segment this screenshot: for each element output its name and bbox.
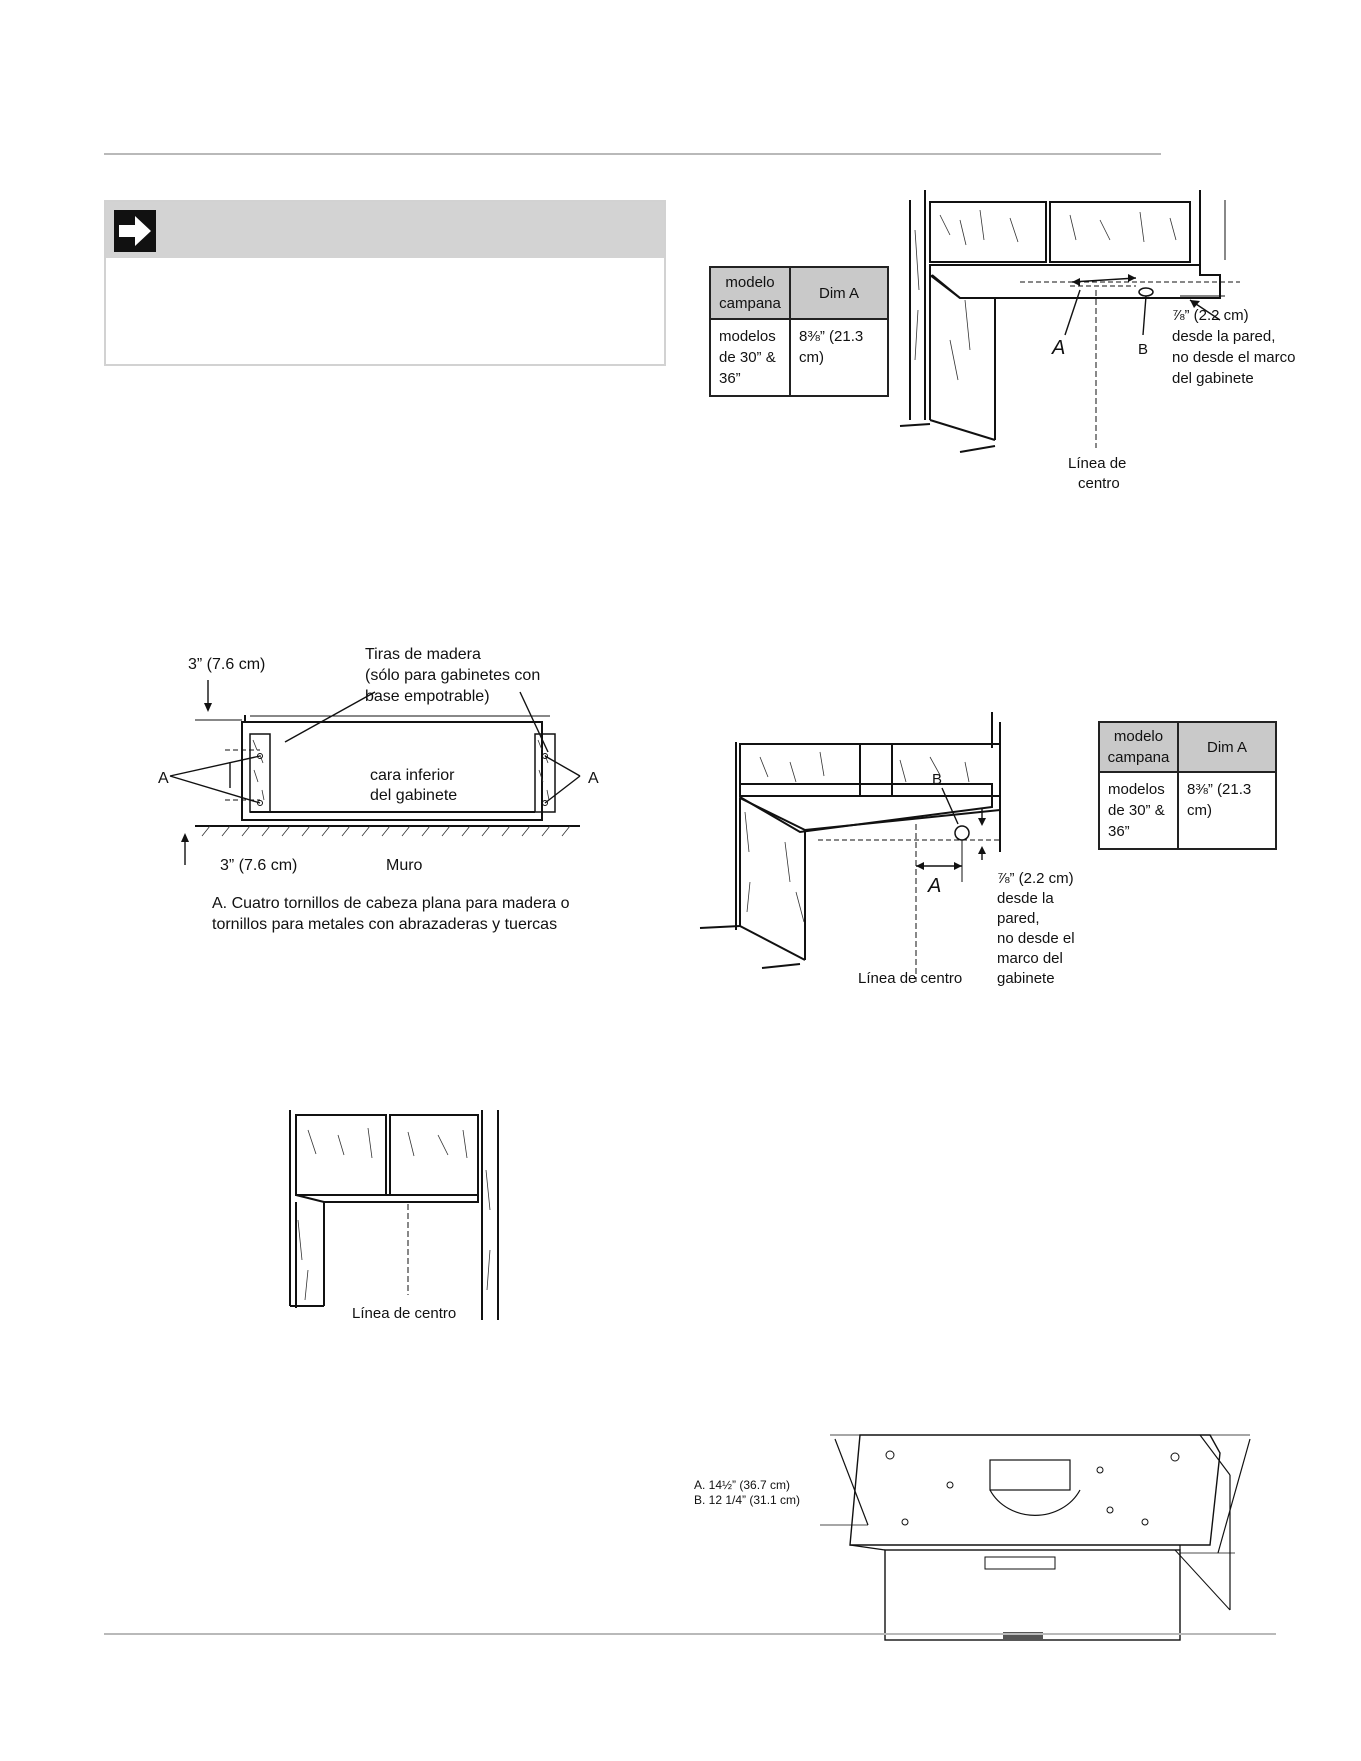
cabinet-diagram-bottom-left	[268, 1110, 508, 1330]
distance-label: ⅞” (2.2 cm)	[1172, 307, 1249, 324]
bottom-rule	[104, 1633, 1276, 1635]
distance-note-3: del gabinete	[1172, 370, 1254, 387]
label-a-right: A	[588, 770, 599, 787]
strips-label-1: Tiras de madera	[365, 646, 481, 663]
table-header-model: modelo campana	[1099, 722, 1178, 772]
distance-4: no desde el	[997, 930, 1075, 947]
note-header	[106, 202, 664, 258]
distance-5: marco del	[997, 950, 1063, 967]
label-b: B	[932, 771, 943, 788]
centerline-label: Línea de centro	[858, 970, 963, 987]
label-a: A	[1052, 337, 1066, 359]
table-cell-models: modelos de 30” & 36”	[1099, 772, 1178, 849]
table-header-model: modelo campana	[710, 267, 790, 319]
caption-line-2: tornillos para metales con abrazaderas y tuercas	[212, 916, 558, 933]
range-hood-diagram	[690, 1425, 1260, 1625]
wood-strips-diagram	[150, 640, 610, 933]
distance-1: ⅞” (2.2 cm)	[997, 870, 1074, 887]
distance-2: desde la	[997, 890, 1054, 907]
dim-b-label: B. 12 1/4” (31.1 cm)	[694, 1493, 801, 1507]
cabinet-diagram-top-right	[860, 190, 1300, 490]
dimension-table-bottom	[1098, 721, 1277, 850]
right-arrow-icon	[114, 210, 156, 252]
centerline-label-1: Línea de	[1068, 455, 1127, 472]
strips-label-2: (sólo para gabinetes con	[365, 667, 541, 684]
cabinet-diagram-mid-right	[700, 712, 1100, 1002]
table-cell-dim: 8⅜” (21.3 cm)	[1178, 772, 1276, 849]
table-cell-dim: 8⅜” (21.3 cm)	[790, 319, 888, 396]
cabinet-label-2: del gabinete	[370, 787, 458, 804]
label-a-left: A	[158, 770, 169, 787]
centerline-label-2: centro	[1078, 475, 1120, 492]
distance-note-2: no desde el marco	[1172, 349, 1296, 366]
table-header-dim: Dim A	[1178, 722, 1276, 772]
distance-6: gabinete	[997, 970, 1055, 987]
caption-line-1: A. Cuatro tornillos de cabeza plana para madera o	[212, 895, 570, 912]
dim-a-label: A. 14½” (36.7 cm)	[694, 1478, 791, 1492]
table-header-dim: Dim A	[790, 267, 888, 319]
top-measure: 3” (7.6 cm)	[188, 656, 266, 673]
distance-3: pared,	[997, 910, 1040, 927]
table-cell-models: modelos de 30” & 36”	[710, 319, 790, 396]
note-box	[104, 200, 666, 366]
cabinet-label-1: cara inferior	[370, 767, 455, 784]
centerline-label: Línea de centro	[352, 1305, 457, 1322]
distance-note-1: desde la pared,	[1172, 328, 1276, 345]
label-b: B	[1138, 341, 1149, 358]
strips-label-3: base empotrable)	[365, 688, 490, 705]
bottom-measure: 3” (7.6 cm)	[220, 857, 298, 874]
top-rule	[104, 153, 1161, 155]
label-a: A	[928, 875, 942, 897]
wall-label: Muro	[386, 857, 423, 874]
